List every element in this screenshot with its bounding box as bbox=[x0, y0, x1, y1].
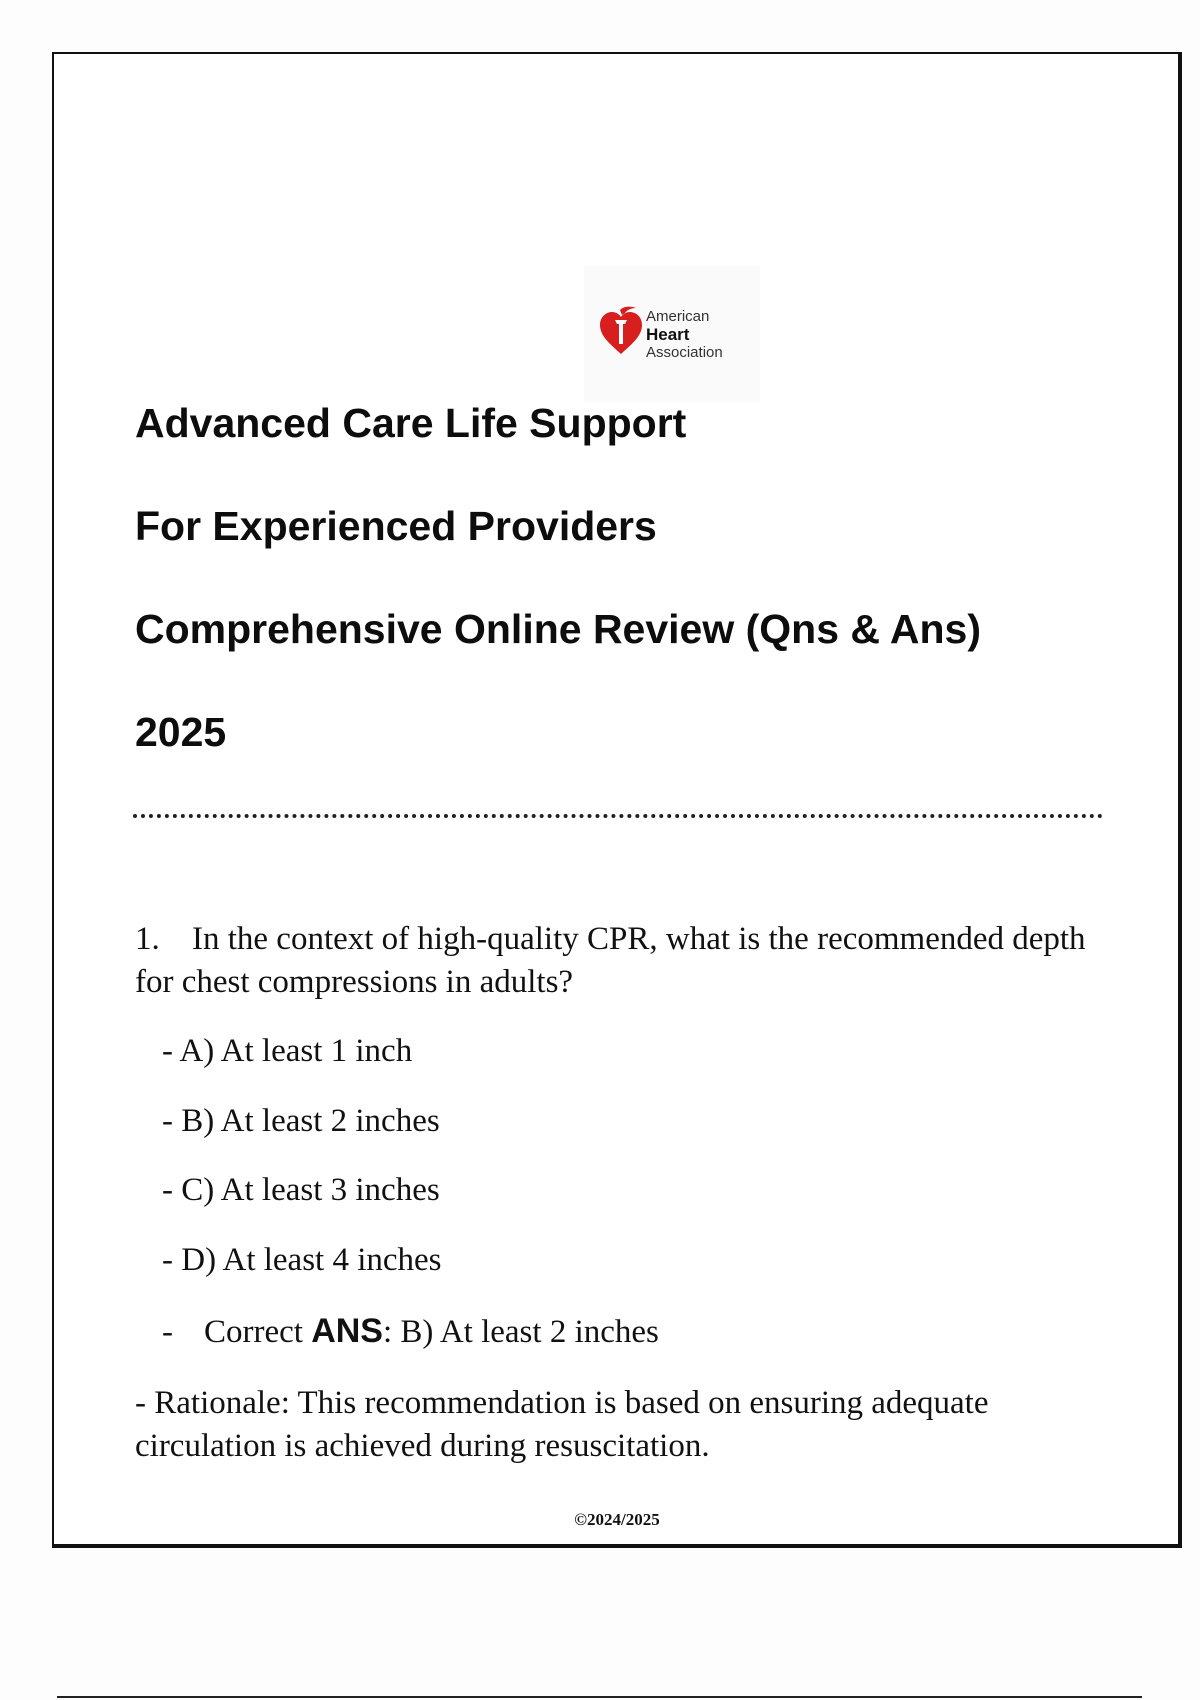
title-line-2: For Experienced Providers bbox=[135, 503, 657, 549]
title-line-3: Comprehensive Online Review (Qns & Ans) bbox=[135, 606, 982, 652]
title-line-1: Advanced Care Life Support bbox=[135, 400, 687, 446]
dotted-divider bbox=[133, 814, 1103, 818]
heart-torch-icon bbox=[598, 306, 644, 356]
option-c: - C) At least 3 inches bbox=[162, 1172, 440, 1208]
page-bottom-rule bbox=[57, 1696, 1142, 1698]
logo-wordmark bbox=[646, 308, 723, 362]
logo-line-american: American bbox=[646, 308, 710, 325]
question-number: 1. bbox=[135, 921, 160, 957]
rationale-text: - Rationale: This recommendation is based on ensuring adequate circulation is achieved during resuscitation. bbox=[135, 1385, 989, 1464]
logo-line-association: Association bbox=[646, 344, 723, 361]
answer-dash: - bbox=[162, 1314, 173, 1350]
question-text bbox=[135, 918, 1095, 1004]
correct-answer bbox=[162, 1312, 659, 1351]
option-d: - D) At least 4 inches bbox=[162, 1242, 442, 1278]
answer-label: ANS bbox=[311, 1312, 383, 1350]
aha-logo bbox=[584, 266, 760, 402]
answer-text: : B) At least 2 inches bbox=[383, 1314, 659, 1350]
option-b: - B) At least 2 inches bbox=[162, 1103, 440, 1139]
copyright-footer: ©2024/2025 bbox=[574, 1510, 660, 1529]
logo-line-heart: Heart bbox=[646, 325, 690, 344]
title-year: 2025 bbox=[135, 709, 227, 755]
answer-prefix: Correct bbox=[204, 1314, 303, 1350]
question-body: In the context of high-quality CPR, what is the recommended depth for chest compressions in adults? bbox=[135, 921, 1086, 1000]
option-a: - A) At least 1 inch bbox=[162, 1033, 413, 1069]
